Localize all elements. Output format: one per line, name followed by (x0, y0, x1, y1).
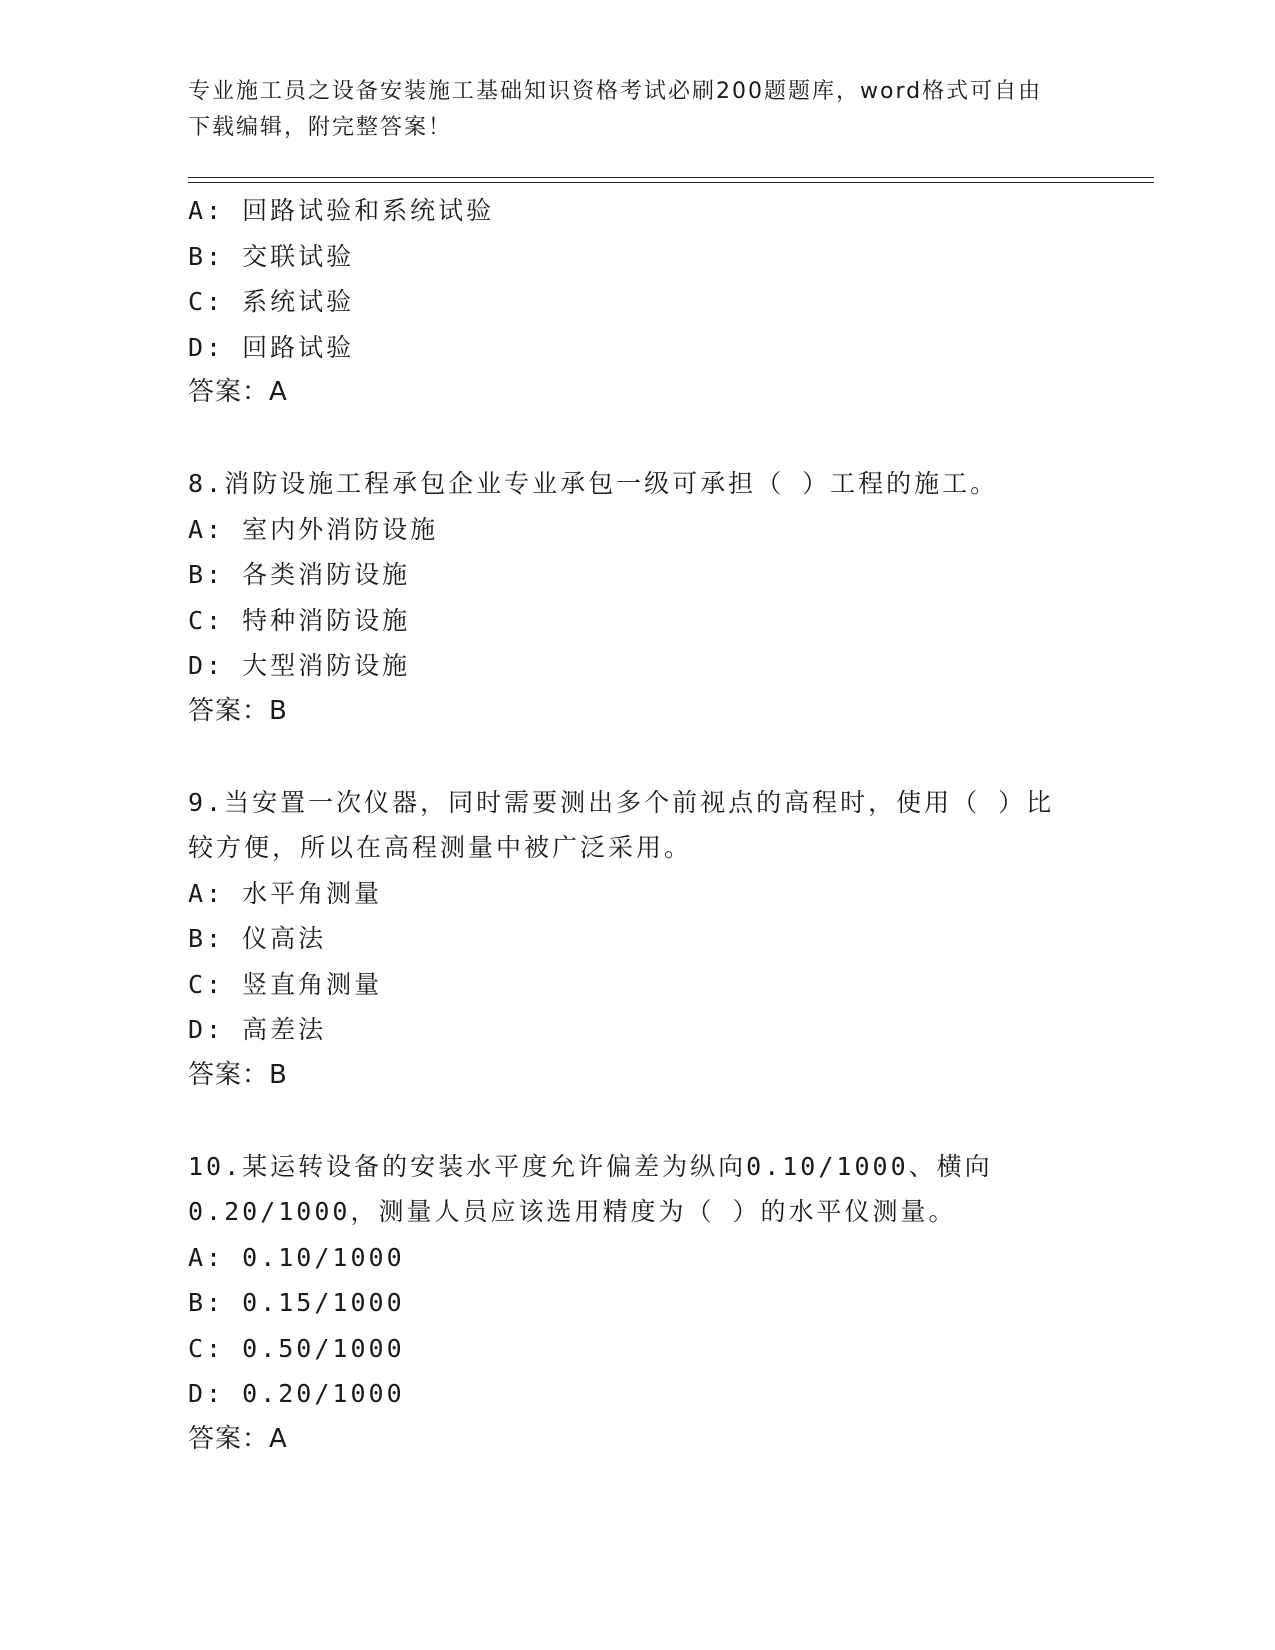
option-a: A: 室内外消防设施 (188, 514, 439, 544)
answer: 答案：B (188, 1059, 288, 1090)
option-a: A: 水平角测量 (188, 878, 383, 908)
spacer (188, 1098, 1088, 1144)
option-b: B: 0.15/1000 (188, 1288, 405, 1317)
question-text-line-1: 10.某运转设备的安装水平度允许偏差为纵向0.10/1000、横向 (188, 1151, 993, 1181)
answer: 答案：A (188, 1423, 288, 1454)
question-text-line-2: 0.20/1000，测量人员应该选用精度为（ ）的水平仪测量。 (188, 1197, 957, 1226)
question-7 (188, 188, 1088, 416)
question-8 (188, 461, 1088, 734)
question-10 (188, 1144, 1088, 1463)
question-9 (188, 780, 1088, 1099)
option-c: C: 系统试验 (188, 287, 355, 316)
option-d: D: 大型消防设施 (188, 651, 411, 680)
option-a: A: 0.10/1000 (188, 1242, 405, 1272)
question-text-line-1: 9.当安置一次仪器，同时需要测出多个前视点的高程时，使用（ ）比 (188, 787, 1055, 817)
question-text: 8.消防设施工程承包企业专业承包一级可承担（ ）工程的施工。 (188, 469, 999, 498)
question-text-line-2: 较方便，所以在高程测量中被广泛采用。 (188, 833, 693, 862)
document-header (188, 74, 1068, 146)
option-a: A: 回路试验和系统试验 (188, 196, 495, 225)
option-b: B: 交联试验 (188, 241, 355, 271)
answer: 答案：B (188, 695, 288, 726)
answer: 答案：A (188, 377, 288, 407)
option-d: D: 回路试验 (188, 332, 355, 362)
option-b: B: 各类消防设施 (188, 560, 411, 589)
option-c: C: 特种消防设施 (188, 605, 411, 635)
option-d: D: 0.20/1000 (188, 1379, 405, 1408)
header-divider-top (188, 177, 1154, 178)
option-d: D: 高差法 (188, 1015, 327, 1044)
header-title-line-2: 下载编辑，附完整答案！ (188, 115, 453, 140)
header-title-line-1: 专业施工员之设备安装施工基础知识资格考试必刷200题题库，word格式可自由 (188, 79, 1043, 104)
header-divider-bottom (188, 182, 1154, 183)
question-list (188, 188, 1088, 1462)
option-b: B: 仪高法 (188, 924, 327, 953)
option-c: C: 竖直角测量 (188, 969, 383, 999)
option-c: C: 0.50/1000 (188, 1333, 405, 1363)
spacer (188, 416, 1088, 462)
spacer (188, 734, 1088, 780)
